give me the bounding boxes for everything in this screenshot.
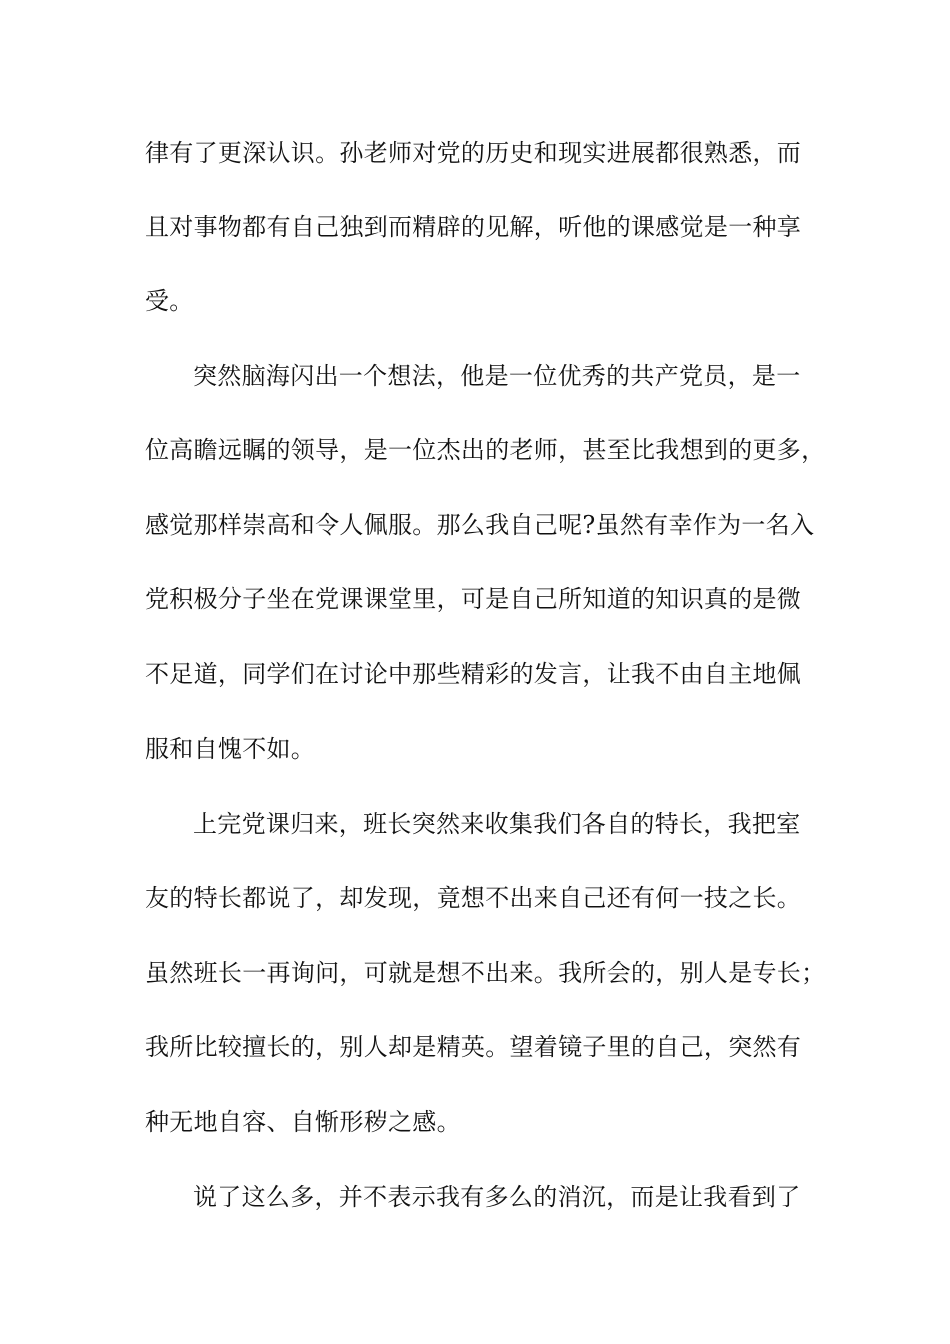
text-line: 律有了更深认识。孙老师对党的历史和现实进展都很熟悉，而: [145, 139, 802, 167]
paragraph-first-line: 说了这么多，并不表示我有多么的消沉，而是让我看到了: [193, 1183, 801, 1211]
text-line: 受。: [145, 287, 194, 315]
text-line: 种无地自容、自惭形秽之感。: [145, 1108, 461, 1136]
text-line: 服和自愧不如。: [145, 735, 316, 763]
text-line: 党积极分子坐在党课课堂里，可是自己所知道的知识真的是微: [145, 585, 802, 613]
paragraph-first-line: 上完党课归来，班长突然来收集我们各自的特长，我把室: [193, 810, 801, 838]
text-line: 不足道，同学们在讨论中那些精彩的发言，让我不由自主地佩: [145, 660, 802, 688]
paragraph-first-line: 突然脑海闪出一个想法，他是一位优秀的共产党员，是一: [193, 362, 801, 390]
text-line: 位高瞻远瞩的领导，是一位杰出的老师，甚至比我想到的更多，: [145, 436, 826, 464]
text-line: 且对事物都有自己独到而精辟的见解，听他的课感觉是一种享: [145, 213, 802, 241]
text-line: 感觉那样崇高和令人佩服。那么我自己呢?虽然有幸作为一名入: [145, 511, 815, 539]
text-line: 虽然班长一再询问，可就是想不出来。我所会的，别人是专长；: [145, 959, 826, 987]
text-line: 我所比较擅长的，别人却是精英。望着镜子里的自己，突然有: [145, 1033, 802, 1061]
text-line: 友的特长都说了，却发现，竟想不出来自己还有何一技之长。: [145, 884, 802, 912]
